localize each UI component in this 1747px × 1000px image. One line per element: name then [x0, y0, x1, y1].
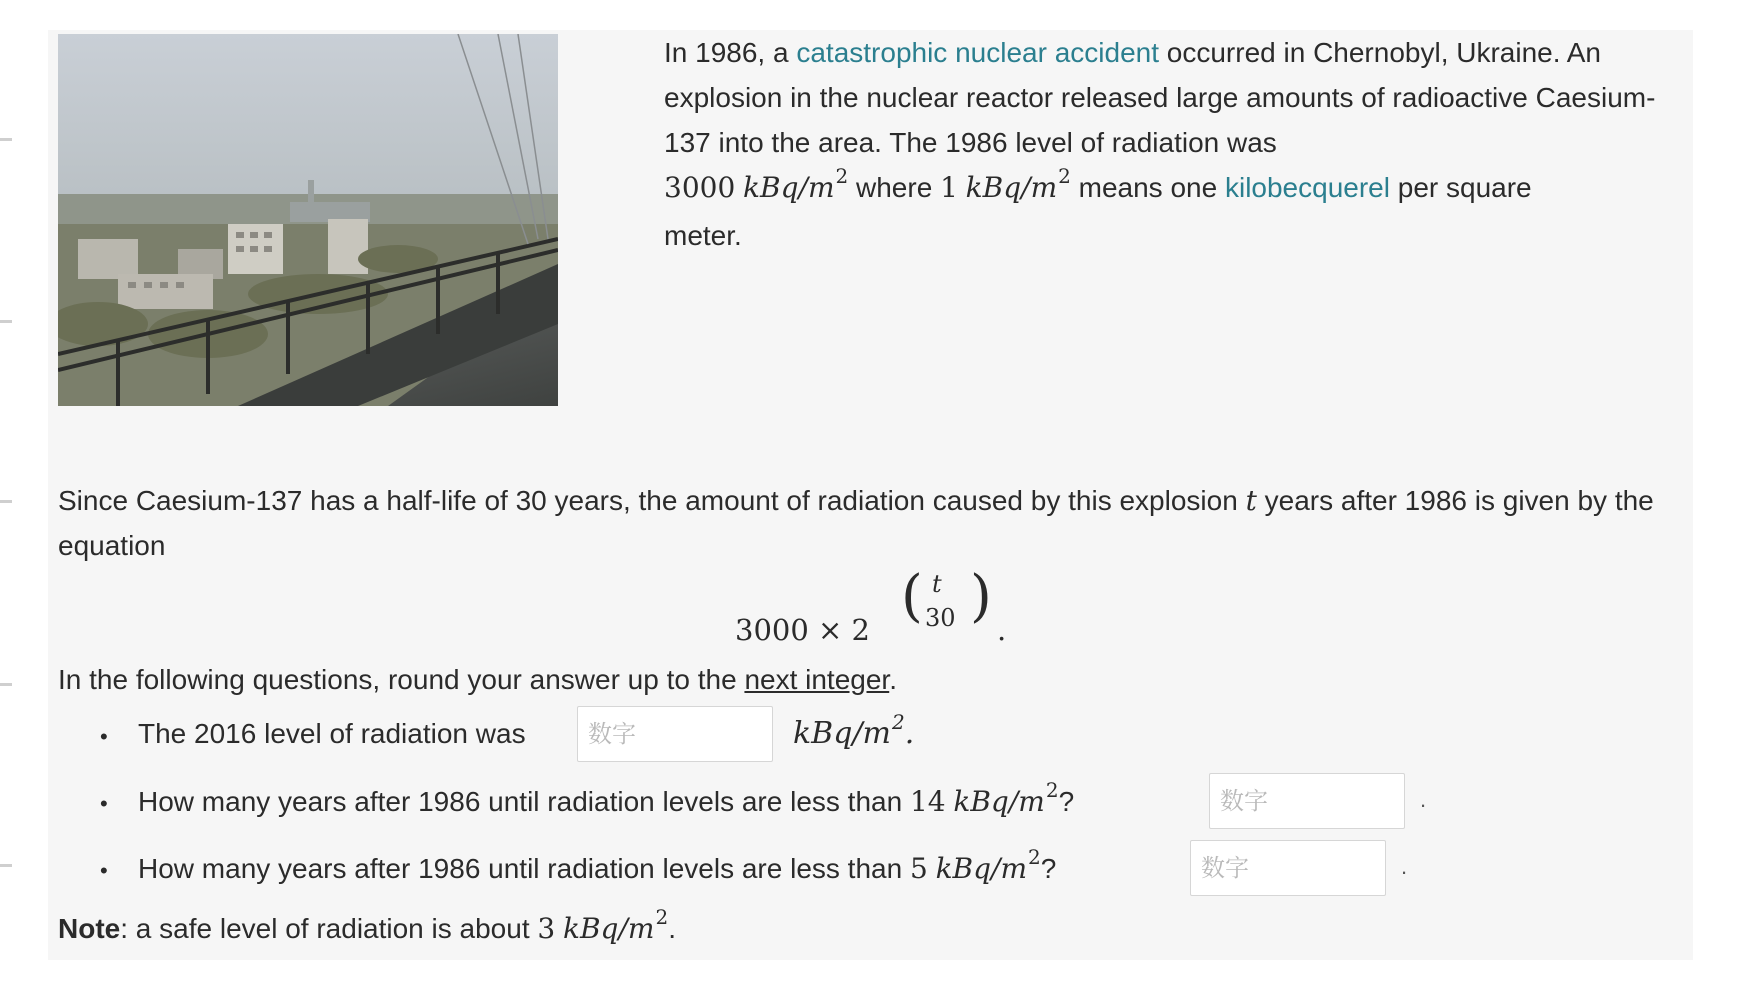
unit-exponent: 2	[1045, 778, 1059, 802]
variable-t: t	[1245, 484, 1257, 517]
equation-paren-left: (	[901, 564, 923, 629]
note-number: 3	[537, 912, 556, 945]
chernobyl-photo	[58, 34, 558, 406]
chernobyl-photo-drawing	[58, 34, 558, 406]
link-catastrophic-nuclear-accident[interactable]: catastrophic nuclear accident	[796, 37, 1159, 68]
intro-meter: meter.	[664, 220, 742, 251]
note-end: .	[668, 913, 676, 944]
question-item	[100, 706, 1600, 773]
trailing-dot: .	[1401, 854, 1408, 879]
question-text-body: How many years after 1986 until radiation levels are less than	[138, 786, 910, 817]
equation-paren-right: )	[970, 564, 992, 629]
question-number: 14	[909, 785, 946, 818]
gutter-mark	[0, 864, 12, 867]
unit-kbq: kBq/m	[563, 912, 655, 945]
question-text: The 2016 level of radiation was	[138, 718, 526, 749]
intro-text-start: In 1986, a	[664, 37, 797, 68]
half-life-paragraph	[58, 478, 1688, 568]
unit-exponent: 2	[1058, 164, 1071, 188]
question-text-body: How many years after 1986 until radiation levels are less than	[138, 853, 910, 884]
intro-where: where	[848, 172, 941, 203]
intro-means: means one	[1070, 172, 1225, 203]
equation-dot: .	[997, 613, 1007, 647]
decay-equation	[735, 564, 1035, 648]
note-label: Note	[58, 913, 121, 944]
gutter-mark	[0, 500, 12, 503]
question-list	[100, 706, 1600, 907]
unit-exponent: 2	[835, 164, 849, 188]
question-item	[100, 773, 1600, 840]
question-text	[138, 845, 1057, 885]
gutter-mark	[0, 138, 12, 141]
unit-kbq: kBq/m	[953, 785, 1045, 818]
unit-kbq: kBq/m	[793, 716, 891, 751]
answer-input-2016-level[interactable]	[577, 706, 773, 762]
rounding-instruction	[58, 660, 897, 700]
unit-kbq: kBq/m	[965, 171, 1058, 204]
trailing-dot: .	[1420, 787, 1427, 812]
instruction-end: .	[889, 664, 897, 695]
answer-input-years-14[interactable]	[1209, 773, 1405, 829]
question-mark: ?	[1040, 853, 1057, 884]
equation-base: 3000 × 2	[735, 613, 870, 647]
unit-one: 1	[940, 171, 958, 204]
gutter-mark	[0, 320, 12, 323]
unit-exponent: 2	[655, 905, 669, 929]
unit-exponent: 2	[891, 710, 905, 734]
link-next-integer[interactable]: next integer	[744, 664, 890, 695]
intro-paragraph	[664, 30, 1684, 258]
bullet: •	[100, 724, 108, 749]
instruction-text: In the following questions, round your answer up to the	[58, 664, 745, 695]
question-mark: ?	[1058, 786, 1075, 817]
question-text	[138, 778, 1075, 818]
equation-numerator: t	[932, 570, 942, 598]
unit-exponent: 2	[1028, 845, 1041, 869]
gutter-mark	[0, 683, 12, 686]
note-text: : a safe level of radiation is about	[120, 913, 538, 944]
unit-kbq: kBq/m	[743, 171, 835, 204]
answer-input-years-5[interactable]	[1190, 840, 1386, 896]
half-life-text-end: years after 1986 is given by the equation	[58, 485, 1654, 561]
intro-per-square: per square	[1389, 172, 1532, 203]
safety-note	[58, 905, 676, 945]
bullet: •	[100, 791, 108, 816]
question-unit	[793, 710, 915, 751]
link-kilobecquerel[interactable]: kilobecquerel	[1224, 172, 1390, 203]
half-life-text: Since Caesium-137 has a half-life of 30 years, the amount of radiation caused by this explosion	[58, 485, 1246, 516]
question-end: .	[904, 716, 915, 751]
question-number: 5	[909, 852, 928, 885]
question-item	[100, 840, 1600, 907]
radiation-level-value: 3000	[664, 171, 736, 204]
equation-denominator: 30	[925, 604, 956, 632]
unit-kbq: kBq/m	[935, 852, 1028, 885]
bullet: •	[100, 858, 108, 883]
intro-text-body: occurred in Chernobyl, Ukraine. An explosion in the nuclear reactor released large amounts of radioactive Caesium-137 into the area. The 1986 level of radiation was	[664, 37, 1656, 158]
